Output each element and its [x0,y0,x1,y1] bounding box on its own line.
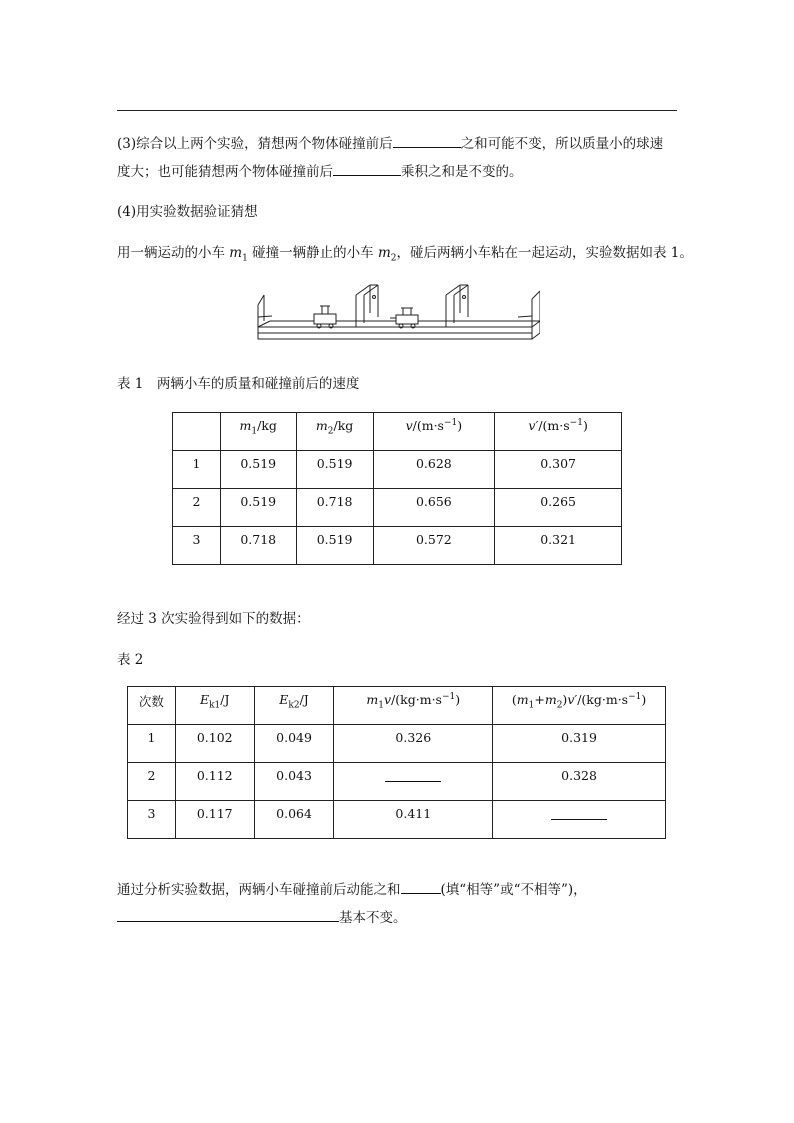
table-cell: 0.265 [495,489,622,527]
table-cell: 0.319 [493,725,666,763]
table-cell: 0.628 [373,451,495,489]
text-part: (3)综合以上两个实验，猜想两个物体碰撞前后 [117,136,393,152]
text-part: 度大；也可能猜想两个物体碰撞前后 [117,164,333,180]
table-cell: 0.064 [254,801,334,839]
table-cell: 1 [128,725,176,763]
table-cell: 0.326 [334,725,493,763]
header-cell: $m_1/kg$ [220,413,296,451]
header-cell: $v/(m\cdot s^{-1})$ [373,413,495,451]
mid-text: 经过 3 次实验得到如下的数据： [117,611,310,627]
text-part: 通过分析实验数据，两辆小车碰撞前后动能之和 [117,882,401,898]
answer-blank[interactable] [393,133,461,148]
text-part: 之和可能不变，所以质量小的球速 [460,136,664,152]
text-part: (填“相等”或“不相等”)， [440,882,587,898]
answer-blank[interactable] [333,161,401,176]
header-cell: $m_1v/(kg\cdot m\cdot s^{-1})$ [334,687,493,725]
table-cell: 0.049 [254,725,334,763]
text-part: 基本不变。 [339,910,407,926]
answer-blank[interactable] [551,806,607,820]
header-cell: $E_{k2}/J$ [254,687,334,725]
section-4-title: (4)用实验数据验证猜想 [117,204,258,220]
table-cell: 0.043 [254,763,334,801]
answer-blank[interactable] [117,907,339,922]
table-cell: 0.718 [296,489,373,527]
table-row [173,527,622,565]
table-cell: 0.102 [175,725,254,763]
table-header-row [128,687,666,725]
header-cell: 次数 [128,687,176,725]
header-rule [117,110,677,111]
table-cell: 0.519 [220,489,296,527]
table-cell: 0.117 [175,801,254,839]
table-cell[interactable] [493,801,666,839]
table-header-row [173,413,622,451]
header-cell: $v'/(m\cdot s^{-1})$ [495,413,622,451]
table-cell: 0.328 [493,763,666,801]
table-row [128,763,666,801]
section-3-text [117,130,679,186]
table-cell: 2 [173,489,221,527]
answer-blank[interactable] [401,879,441,894]
table-cell: 0.307 [495,451,622,489]
table-1 [172,412,622,565]
table-2 [127,686,666,839]
table-cell: 2 [128,763,176,801]
table-cell: 0.572 [373,527,495,565]
conclusion-text [117,876,687,932]
section-4-intro: 用一辆运动的小车 $m_1$ 碰撞一辆静止的小车 $m_2$，碰后两辆小车粘在一起运动，实验数据如表 1。 [117,245,693,264]
table-2-caption: 表 2 [117,652,144,668]
header-cell: $m_2/kg$ [296,413,373,451]
table-cell: 0.519 [296,527,373,565]
table-row [173,489,622,527]
table-cell: 0.112 [175,763,254,801]
table-row [173,451,622,489]
header-cell: $(m_1+m_2)v'/(kg\cdot m\cdot s^{-1})$ [493,687,666,725]
text-part: 乘积之和是不变的。 [401,164,523,180]
table-cell: 0.519 [220,451,296,489]
table-cell: 3 [173,527,221,565]
table-cell: 3 [128,801,176,839]
answer-blank[interactable] [385,768,441,782]
table-cell: 1 [173,451,221,489]
experiment-apparatus-figure [250,283,540,345]
table-cell[interactable] [334,763,493,801]
header-cell: $E_{k1}/J$ [175,687,254,725]
table-cell: 0.656 [373,489,495,527]
table-cell: 0.718 [220,527,296,565]
table-cell: 0.411 [334,801,493,839]
table-row [128,801,666,839]
table-row [128,725,666,763]
header-cell [173,413,221,451]
table-cell: 0.519 [296,451,373,489]
table-1-caption: 表 1 两辆小车的质量和碰撞前后的速度 [117,376,360,392]
table-cell: 0.321 [495,527,622,565]
